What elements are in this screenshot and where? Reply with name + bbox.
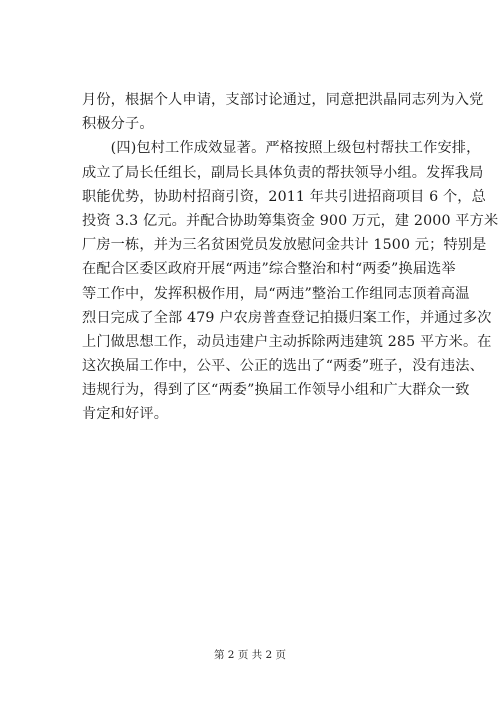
text-line: 在配合区委区政府开展“两违”综合整治和村“两委”换届选举 [82, 261, 456, 278]
body-text [82, 88, 499, 427]
page-number-footer: 第 2 页 共 2 页 [213, 649, 287, 661]
text-line: 月份，根据个人申请，支部讨论通过，同意把洪晶同志列为入党 [82, 92, 484, 108]
text-line: 肯定和好评。 [82, 406, 169, 423]
text-line: 等工作中，发挥积极作用，局“两违”整治工作组同志顶着高温 [82, 285, 470, 302]
text-line: (四)包村工作成效显著。严格按照上级包村帮扶工作安排， [82, 140, 481, 157]
text-line: 违规行为，得到了区“两委”换届工作领导小组和广大群众一致 [82, 382, 470, 399]
text-line: 成立了局长任组长，副局长具体负责的帮扶领导小组。发挥我局 [82, 164, 484, 181]
text-line: 上门做思想工作，动员违建户主动拆除两违建筑 285 平方米。在 [82, 333, 492, 350]
text-line: 投资 3.3 亿元。并配合协助筹集资金 900 万元，建 2000 平方米 [82, 212, 499, 229]
text-line: 积极分子。 [82, 116, 154, 133]
text-line: 这次换届工作中，公平、公正的选出了“两委”班子，没有违法、 [82, 358, 484, 375]
text-line: 职能优势，协助村招商引资，2011 年共引进招商项目 6 个，总 [82, 188, 486, 205]
text-line: 烈日完成了全部 479 户农房普查登记拍摄归案工作，并通过多次 [82, 309, 492, 326]
text-line: 厂房一栋，并为三名贫困党员发放慰问金共计 1500 元；特别是 [82, 237, 487, 254]
